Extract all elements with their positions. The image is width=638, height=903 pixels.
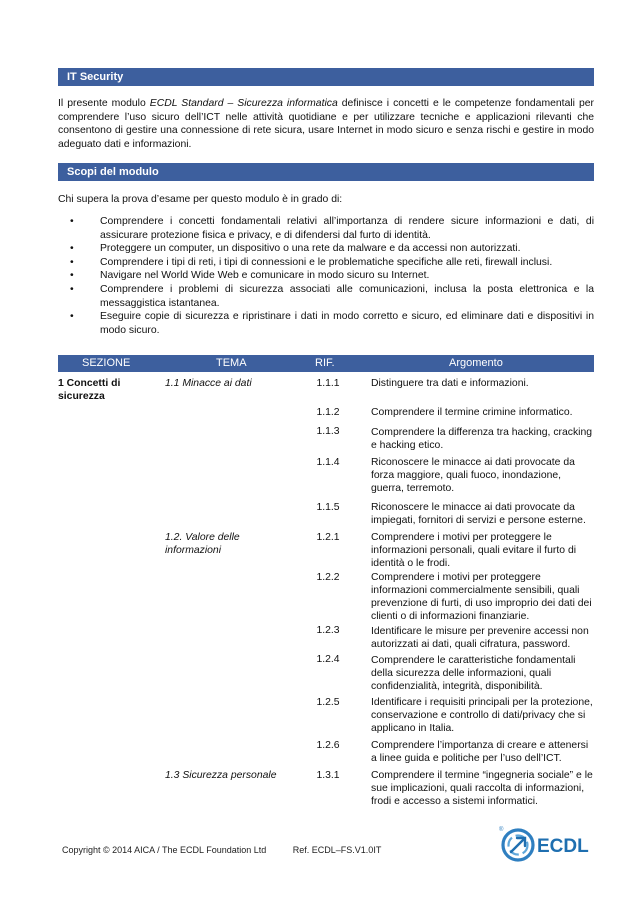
table-tema-1-3: 1.3 Sicurezza personale xyxy=(165,770,277,781)
ecdl-logo xyxy=(496,822,596,866)
list-item xyxy=(58,215,594,242)
intro-paragraph xyxy=(58,97,594,151)
bullet-icon: • xyxy=(70,311,74,323)
ecdl-logo-icon xyxy=(496,822,596,866)
list-item-text: Eseguire copie di sicurezza e ripristinare i dati in modo corretto e sicuro, ed eliminare dati e dispositivi in modo sicuro. xyxy=(100,311,594,336)
table-rif: 1.1.1 xyxy=(316,378,340,389)
header-argomento: Argomento xyxy=(449,357,503,369)
table-rif: 1.1.4 xyxy=(316,457,340,468)
scopi-intro: Chi supera la prova d’esame per questo modulo è in grado di: xyxy=(58,194,343,205)
table-rif: 1.3.1 xyxy=(316,770,340,781)
table-header xyxy=(58,355,594,372)
table-argomento: Comprendere la differenza tra hacking, cracking e hacking etico. xyxy=(371,427,593,451)
table-argomento: Comprendere le caratteristiche fondamentali della sicurezza delle informazioni, quali confidenzialità, integrità, disponibilità. xyxy=(371,655,576,692)
registered-mark: ® xyxy=(499,827,504,833)
header-tema: TEMA xyxy=(216,357,247,369)
bullet-icon: • xyxy=(70,243,74,255)
list-item-text: Comprendere i problemi di sicurezza associati alle comunicazioni, inclusa la posta elettronica e la messaggistica istantanea. xyxy=(100,283,594,309)
table-argomento: Identificare i requisiti principali per la protezione, conservazione e controllo di dati/privacy che si applicano in Italia. xyxy=(371,697,593,734)
list-item xyxy=(58,256,594,270)
intro-text-pre: Il presente modulo xyxy=(58,98,150,109)
intro-text-emphasis: ECDL Standard – Sicurezza informatica xyxy=(149,98,338,109)
table-rif: 1.2.4 xyxy=(316,654,340,665)
section-header-it-security: IT Security xyxy=(58,68,594,86)
list-item xyxy=(58,242,594,256)
table-rif: 1.2.5 xyxy=(316,697,340,708)
bullet-icon: • xyxy=(70,283,74,295)
page-footer xyxy=(62,845,381,855)
table-argomento: Comprendere i motivi per proteggere informazioni commercialmente sensibili, quali prevenzione di furti, di uso improprio dei dati dei clienti o di informazioni finanziarie. xyxy=(371,572,592,622)
table-rif: 1.1.5 xyxy=(316,502,340,513)
table-argomento: Comprendere il termine “ingegneria sociale” e le sue implicazioni, quali raccolta di informazioni, frodi e accesso a sistemi informatici. xyxy=(371,770,593,807)
objectives-list xyxy=(58,215,594,337)
footer-ref: Ref. ECDL–FS.V1.0IT xyxy=(292,845,382,855)
table-tema-1-1: 1.1 Minacce ai dati xyxy=(165,378,252,389)
table-rif: 1.1.3 xyxy=(316,426,340,437)
table-argomento: Comprendere i motivi per proteggere le informazioni personali, quali evitare il furto di identità o le frodi. xyxy=(371,532,577,569)
logo-text: ECDL xyxy=(537,836,589,857)
list-item xyxy=(58,269,594,283)
section-header-scopi: Scopi del modulo xyxy=(58,163,594,181)
table-rif: 1.2.2 xyxy=(316,572,340,583)
header-rif: RIF. xyxy=(315,357,335,369)
table-sezione: 1 Concetti di sicurezza xyxy=(58,378,121,402)
table-rif: 1.2.1 xyxy=(316,532,340,543)
footer-copyright: Copyright © 2014 AICA / The ECDL Foundation Ltd xyxy=(62,845,267,855)
list-item xyxy=(58,283,594,310)
bullet-icon: • xyxy=(70,216,74,227)
list-item-text: Comprendere i concetti fondamentali relativi all’importanza di rendere sicure informazioni e dati, di assicurare protezione fisica e privacy, e di difendersi dal furto di identità. xyxy=(100,216,594,241)
bullet-icon: • xyxy=(70,256,74,268)
table-argomento: Comprendere l’importanza di creare e attenersi a linee guida e politiche per l’uso dell’ICT. xyxy=(371,740,589,764)
bullet-icon: • xyxy=(70,270,74,282)
table-rif: 1.2.6 xyxy=(316,740,340,751)
intro-text-post: definisce i concetti e le competenze fondamentali per comprendere l’uso sicuro dell’ICT nelle attività quotidiane e per utilizzare tecniche e applicazioni rilevanti che consentono di gestire una connessione di rete sicura, usare Internet in modo sicuro e senza rischi e gestire in modo adeguato dati e informazioni. xyxy=(58,98,594,150)
list-item-text: Proteggere un computer, un dispositivo o una rete da malware e da accessi non autorizzati. xyxy=(100,243,521,255)
list-item xyxy=(58,310,594,337)
table-argomento: Distinguere tra dati e informazioni. xyxy=(371,378,529,389)
table-argomento: Riconoscere le minacce ai dati provocate da impiegati, fornitori di servizi e persone esterne. xyxy=(371,502,586,526)
table-rif: 1.2.3 xyxy=(316,625,340,636)
table-tema-1-2: 1.2. Valore delle informazioni xyxy=(165,532,240,556)
table-argomento: Identificare le misure per prevenire accessi non autorizzati ai dati, quali cifratura, password. xyxy=(371,626,589,650)
table-argomento: Comprendere il termine crimine informatico. xyxy=(371,407,573,418)
table-argomento: Riconoscere le minacce ai dati provocate da forza maggiore, quali fuoco, inondazione, guerra, terremoto. xyxy=(371,457,575,494)
list-item-text: Comprendere i tipi di reti, i tipi di connessioni e le problematiche specifiche alle reti, firewall inclusi. xyxy=(100,256,553,268)
table-rif: 1.1.2 xyxy=(316,407,340,418)
list-item-text: Navigare nel World Wide Web e comunicare in modo sicuro su Internet. xyxy=(100,270,430,282)
header-sezione: SEZIONE xyxy=(82,357,131,369)
